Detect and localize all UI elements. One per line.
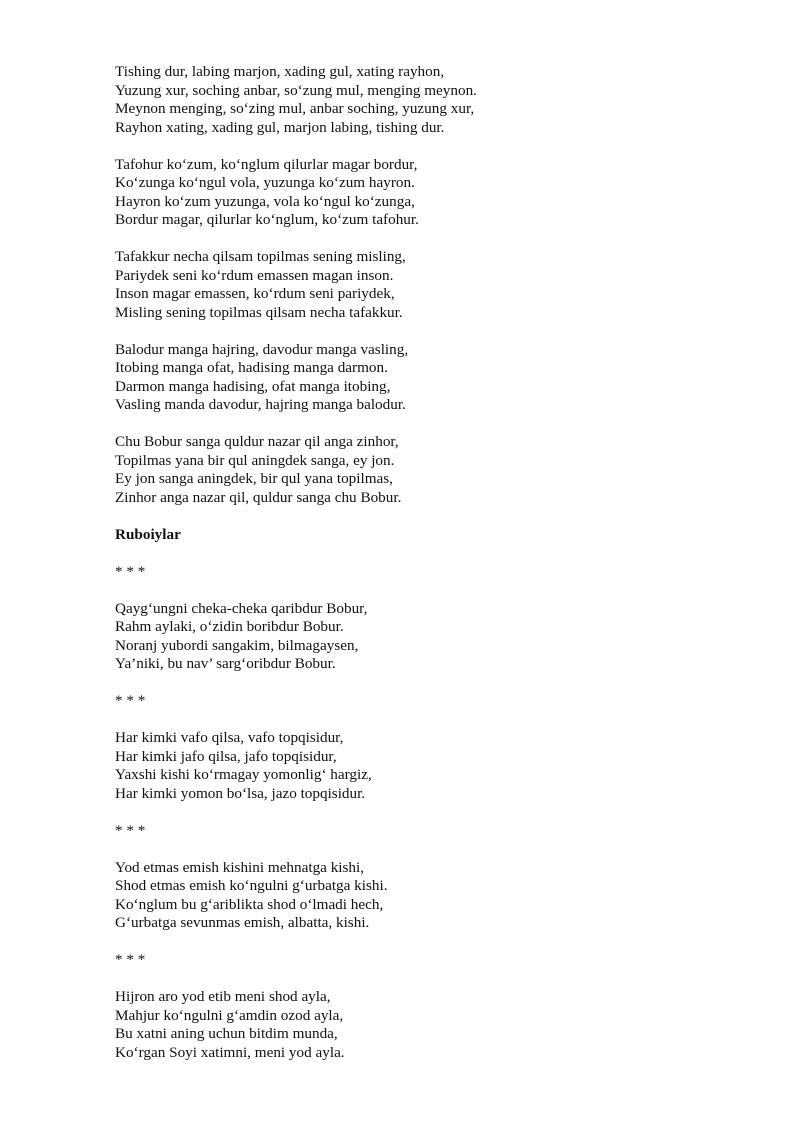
rubai-line: Mahjur ko‘ngulni g‘amdin ozod ayla, <box>115 1006 344 1024</box>
poem-line: Vasling manda davodur, hajring manga balodur. <box>115 396 406 413</box>
rubai-line: Rahm aylaki, o‘zidin boribdur Bobur. <box>115 618 344 635</box>
rubai-line: Har kimki yomon bo‘lsa, jazo topqisidur. <box>115 784 366 802</box>
rubai-line: Hijron aro yod etib meni shod ayla, <box>115 988 331 1005</box>
poem-line: Pariydek seni ko‘rdum emassen magan inson. <box>115 266 394 284</box>
rubai-line: Noranj yubordi sangakim, bilmagaysen, <box>115 636 359 654</box>
poem-line: Misling sening topilmas qilsam necha tafakkur. <box>115 303 403 321</box>
poem-line: Inson magar emassen, ko‘rdum seni pariydek, <box>115 285 395 302</box>
rubai-line: Shod etmas emish ko‘ngulni g‘urbatga kishi. <box>115 877 388 894</box>
stanza-separator: * * * <box>115 821 146 839</box>
stanza-separator: * * * <box>115 951 146 968</box>
poem-line: Hayron ko‘zum yuzunga, vola ko‘ngul ko‘zunga, <box>115 192 415 210</box>
rubai-line: Bu xatni aning uchun bitdim munda, <box>115 1025 338 1042</box>
rubai-line: Ya’niki, bu nav’ sarg‘oribdur Bobur. <box>115 655 336 672</box>
poem-line: Tishing dur, labing marjon, xading gul, xating rayhon, <box>115 63 445 80</box>
poem-stanza <box>115 433 755 507</box>
document-page <box>115 63 755 1081</box>
poem-stanza <box>115 156 755 230</box>
poem-line: Chu Bobur sanga quldur nazar qil anga zinhor, <box>115 433 399 450</box>
section-heading: Ruboiylar <box>115 525 181 543</box>
rubai-stanza <box>115 729 755 803</box>
rubai-line: Har kimki vafo qilsa, vafo topqisidur, <box>115 729 344 746</box>
rubai-stanza <box>115 600 755 674</box>
poem-line: Topilmas yana bir qul aningdek sanga, ey jon. <box>115 451 395 469</box>
rubai-stanza <box>115 859 755 933</box>
rubai-line: Har kimki jafo qilsa, jafo topqisidur, <box>115 747 337 765</box>
poem-line: Tafohur ko‘zum, ko‘nglum qilurlar magar bordur, <box>115 155 418 173</box>
stanza-separator: * * * <box>115 692 146 709</box>
poem-stanza <box>115 341 755 415</box>
poem-line: Itobing manga ofat, hadising manga darmon. <box>115 359 388 376</box>
poem-line: Bordur magar, qilurlar ko‘nglum, ko‘zum tafohur. <box>115 211 419 228</box>
poem-line: Balodur manga hajring, davodur manga vasling, <box>115 340 409 358</box>
poem-line: Rayhon xating, xading gul, marjon labing, tishing dur. <box>115 118 445 136</box>
rubai-line: Qayg‘ungni cheka-cheka qaribdur Bobur, <box>115 599 368 617</box>
rubai-line: Ko‘rgan Soyi xatimni, meni yod ayla. <box>115 1043 345 1061</box>
poem-line: Meynon menging, so‘zing mul, anbar soching, yuzung xur, <box>115 100 475 117</box>
rubai-line: G‘urbatga sevunmas emish, albatta, kishi. <box>115 914 370 931</box>
poem-line: Yuzung xur, soching anbar, so‘zung mul, menging meynon. <box>115 81 477 99</box>
rubai-line: Ko‘nglum bu g‘ariblikta shod o‘lmadi hech, <box>115 895 384 913</box>
rubai-stanza <box>115 988 755 1062</box>
poem-line: Darmon manga hadising, ofat manga itobing, <box>115 377 391 395</box>
poem-line: Ko‘zunga ko‘ngul vola, yuzunga ko‘zum hayron. <box>115 174 415 191</box>
rubai-line: Yod etmas emish kishini mehnatga kishi, <box>115 858 365 876</box>
poem-stanza <box>115 63 755 137</box>
rubai-line: Yaxshi kishi ko‘rmagay yomonlig‘ hargiz, <box>115 766 372 783</box>
poem-line: Tafakkur necha qilsam topilmas sening misling, <box>115 248 406 265</box>
poem-stanza <box>115 248 755 322</box>
poem-line: Zinhor anga nazar qil, quldur sanga chu Bobur. <box>115 488 402 506</box>
stanza-separator: * * * <box>115 562 146 580</box>
poem-line: Ey jon sanga aningdek, bir qul yana topilmas, <box>115 470 393 487</box>
